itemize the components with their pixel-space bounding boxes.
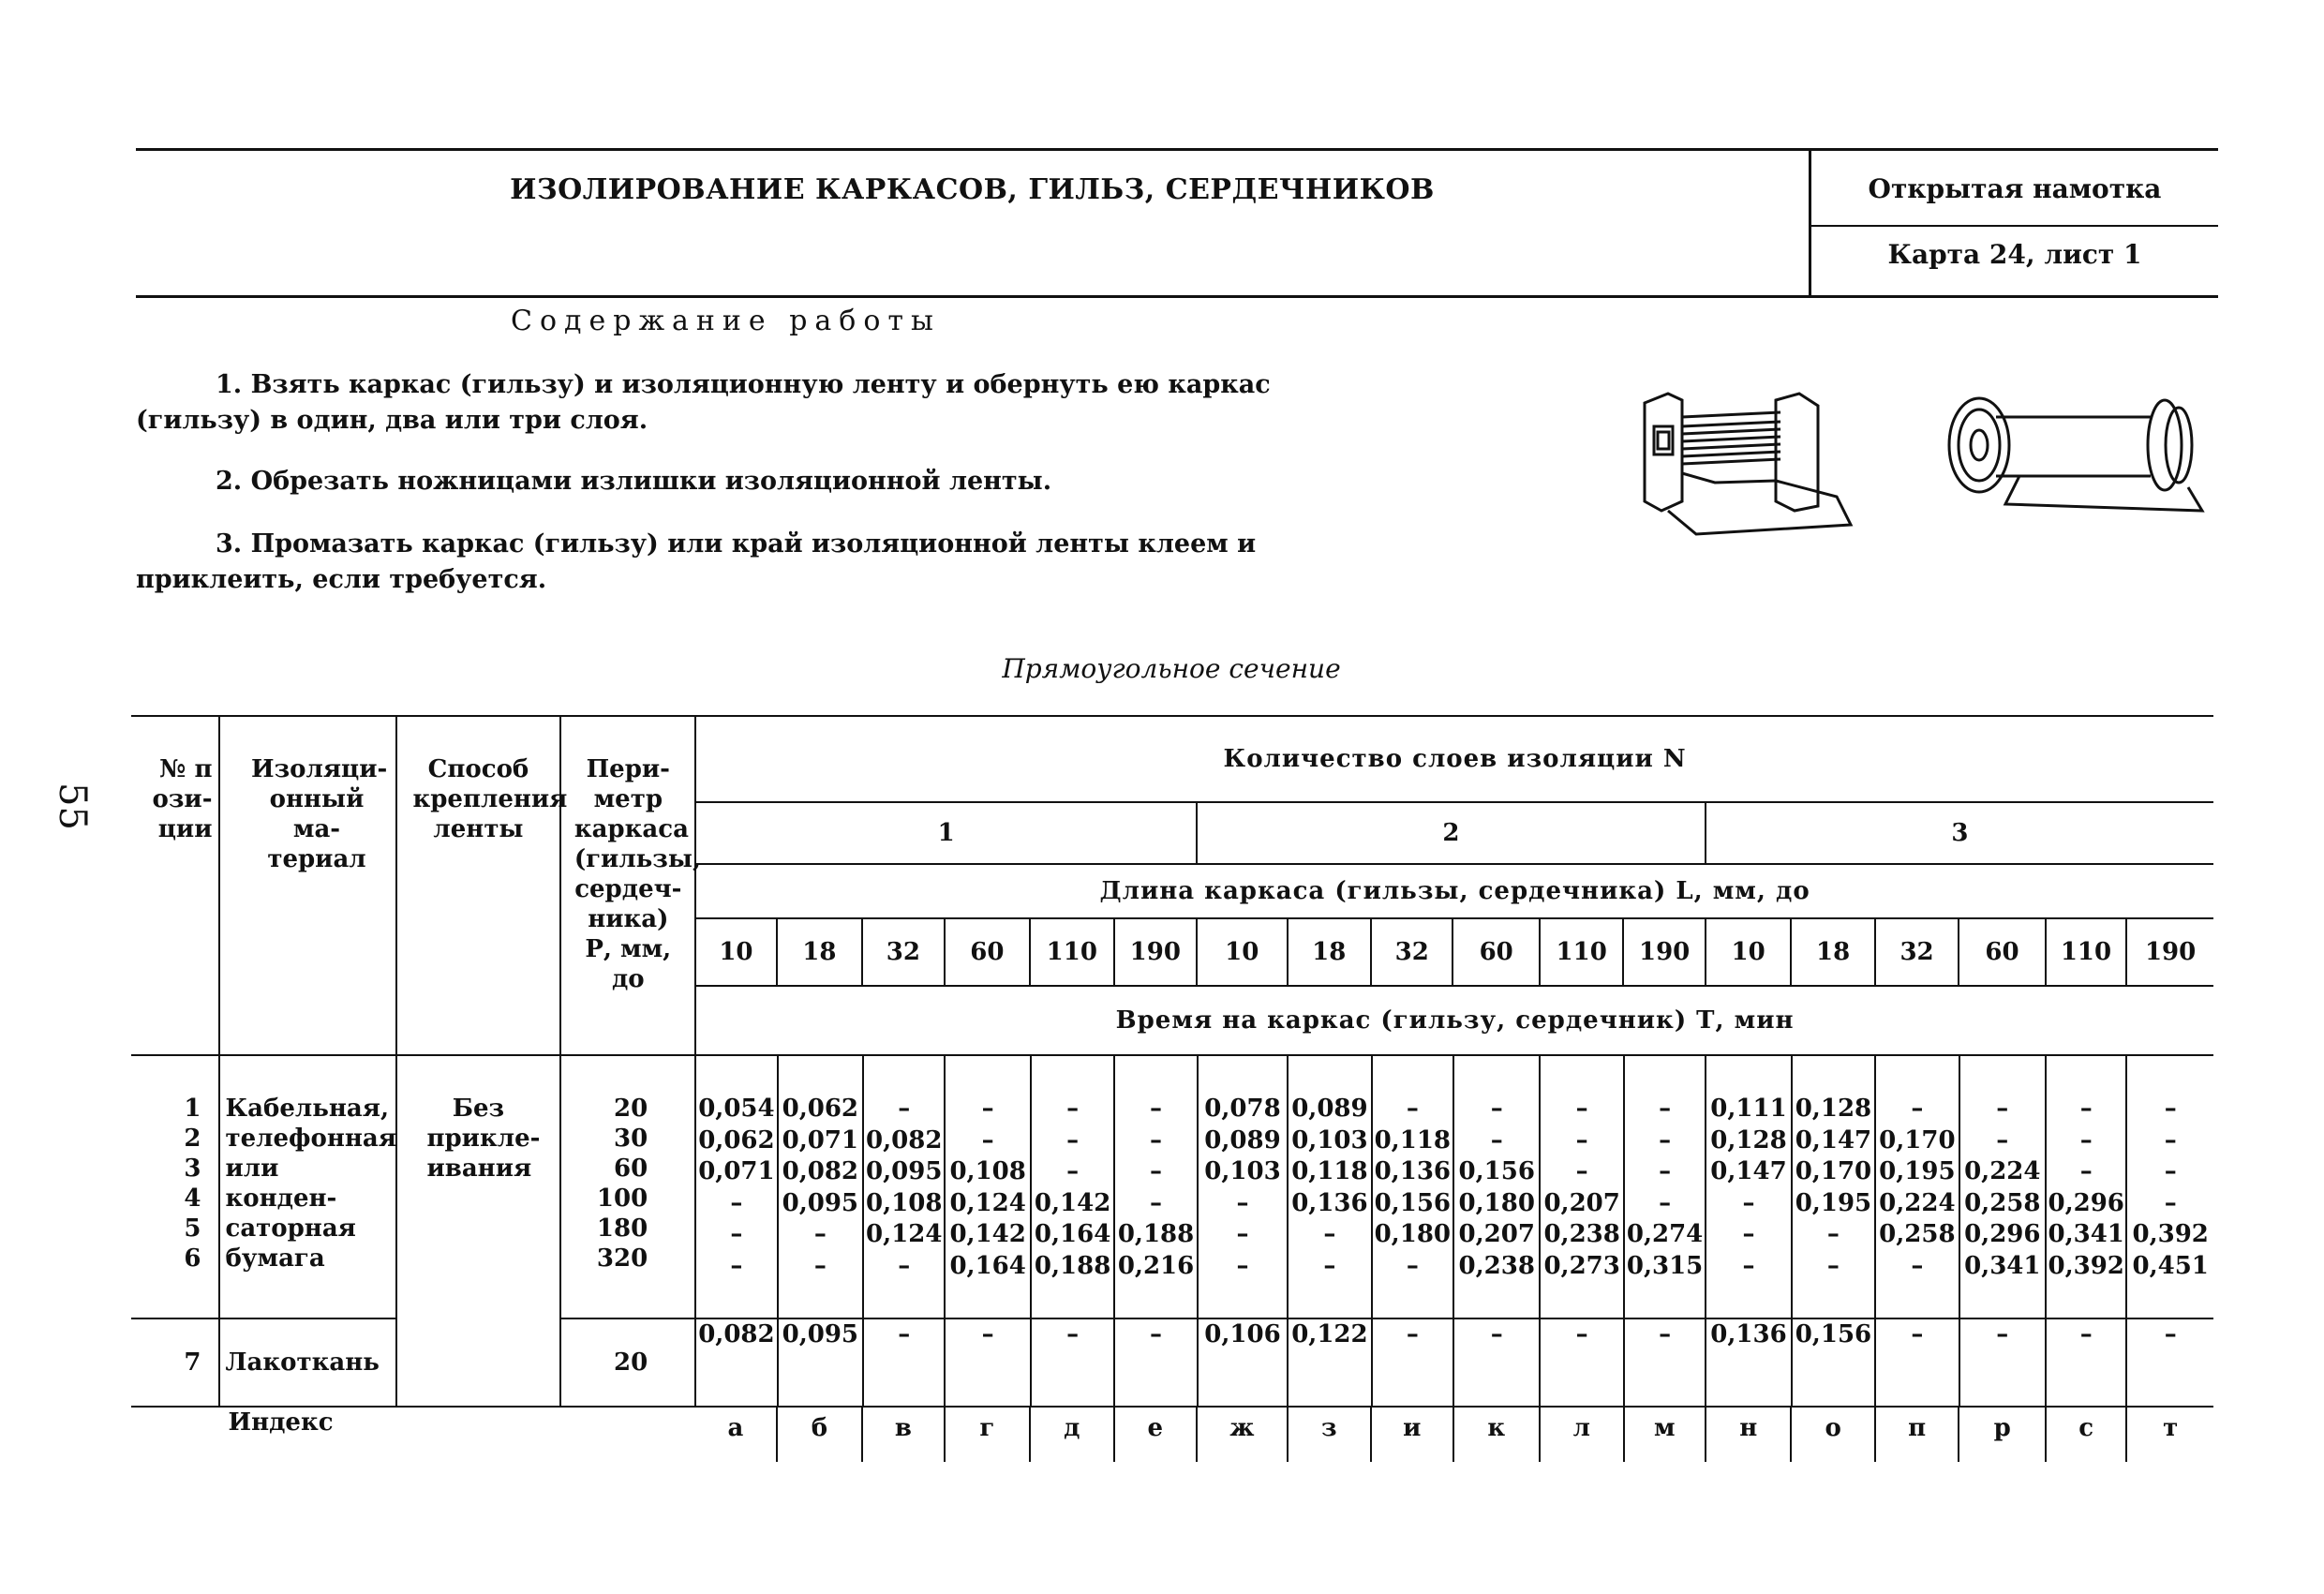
perimeters-cell [560,1055,695,1318]
spacer-cell [1372,1056,1453,1094]
time-value-cell: 0,156 [1372,1188,1453,1220]
time-value-cell: – [1540,1094,1623,1125]
spacer-cell [1198,1056,1288,1094]
spacer-cell [1540,1056,1623,1094]
time-value-cell: 0,095 [778,1188,863,1220]
time-value-cell: – [696,1219,777,1251]
time-value-cell: 0,124 [945,1188,1030,1220]
time-value-cell: 0,164 [1031,1219,1114,1251]
length-header: Длина каркаса (гильзы, сердечника) L, мм, до [695,864,2213,918]
time-value-cell: – [2164,1157,2177,1185]
spacer-cell [1706,1282,1791,1318]
spacer-cell [1031,1282,1114,1318]
paper-rows [696,1056,2213,1318]
time-value-cell: 0,216 [1114,1251,1197,1283]
spacer-cell [2126,1282,2213,1318]
spacer-cell [1624,1282,1706,1318]
time-value-cell: 0,108 [863,1188,945,1220]
position-number: 5 [184,1214,201,1243]
spacer-cell [863,1282,945,1318]
spacer-cell [1540,1282,1623,1318]
time-value-cell: 0,341 [2046,1219,2126,1251]
index-values [695,1407,2213,1463]
table-row [696,1094,2213,1125]
time-value-cell: 0,195 [1875,1156,1959,1188]
time-value-cell: 0,122 [1288,1319,1371,1406]
time-value-cell: т [2163,1414,2179,1442]
time-value-cell: – [1453,1125,1540,1157]
time-value-cell: – [945,1319,1030,1406]
time-value-cell: 0,142 [945,1219,1030,1251]
time-value-cell: л [1540,1408,1623,1462]
perimeter-value: 100 [596,1184,648,1213]
time-value-cell: – [1875,1251,1959,1283]
spacer-cell [1959,1056,2046,1094]
time-value-cell: – [1114,1319,1197,1406]
time-value-cell: 0,180 [1372,1219,1453,1251]
winding-type: Открытая намотка [1868,173,2162,204]
time-value-cell: и [1371,1408,1452,1462]
work-step-2-text: 2. Обрезать ножницами излишки изоляционной ленты. [216,467,1052,496]
time-value-cell: – [2046,1319,2126,1406]
index-grid [695,1408,2213,1462]
spacer-cell [2046,1282,2126,1318]
length-cell: 18 [777,918,862,986]
col-position-label: № пози-ции [152,755,213,843]
col-position-header [131,716,219,1055]
header-right-divider [1809,225,2218,227]
length-cell: 110 [1540,918,1623,986]
col-method-label: Способ крепления ленты [412,755,568,843]
spacer-cell [1792,1056,1875,1094]
length-cell: 190 [1114,918,1197,986]
time-value-cell: д [1030,1408,1113,1462]
length-cell: 32 [862,918,944,986]
time-value-cell: – [1706,1188,1791,1220]
position-number: 3 [184,1155,201,1183]
time-value-cell: 0,082 [778,1156,863,1188]
spacer-cell [1875,1056,1959,1094]
time-value-cell: – [2164,1125,2177,1155]
perimeter-value: 30 [614,1125,648,1153]
spacer-row [696,1282,2213,1318]
section-caption: Прямоугольное сечение [1002,653,1341,684]
spacer-cell [1288,1056,1371,1094]
time-value-cell: 0,164 [945,1251,1030,1283]
length-cell: 60 [1452,918,1539,986]
time-value-cell: – [1959,1094,2046,1125]
time-value-cell: – [1624,1188,1706,1220]
positions-cell [131,1055,219,1318]
length-cell: 110 [2046,918,2126,986]
time-value-cell: – [945,1125,1030,1157]
time-value-cell: – [1372,1251,1453,1283]
rectangular-frame-illustration [1635,389,1870,539]
time-value-cell: б [777,1408,862,1462]
time-value-cell: 0,142 [1031,1188,1114,1220]
work-step-3-text: 3. Промазать каркас (гильзу) или край изоляционной ленты клеем и приклеить, если требуется. [136,529,1257,594]
time-value-cell: 0,156 [1792,1319,1875,1406]
norm-table [131,715,2213,1463]
time-value-cell: – [696,1251,777,1283]
time-value-cell: 0,089 [1288,1094,1371,1125]
time-value-cell: 0,106 [1198,1319,1288,1406]
time-value-cell: 0,124 [863,1219,945,1251]
time-value-cell: 0,195 [1792,1188,1875,1220]
time-value-cell: 0,136 [1372,1156,1453,1188]
perimeter-value: 180 [596,1214,648,1243]
time-value-cell: – [1792,1219,1875,1251]
spacer-cell [1114,1056,1197,1094]
col-perimeter-header [560,716,702,1055]
length-cell: 190 [1623,918,1705,986]
time-value-cell: – [778,1219,863,1251]
time-value-cell: – [1540,1156,1623,1188]
spacer-cell [1453,1282,1540,1318]
spacer-cell [778,1056,863,1094]
time-value-cell: 0,207 [1540,1188,1623,1220]
time-value-cell: 0,071 [696,1156,777,1188]
time-value-cell: – [1540,1319,1623,1406]
col-perimeter-label: Пери-метр каркаса (гильзы, сердеч-ника) Р, мм, до [574,755,702,993]
col-material-label: Изоляци-онный ма-териал [251,755,388,873]
perimeter-value: 60 [614,1155,648,1183]
time-value-cell: 0,224 [1959,1156,2046,1188]
lacquered-cloth-row [131,1318,2213,1407]
time-value-cell: 0,128 [1792,1094,1875,1125]
time-value-cell: – [1198,1251,1288,1283]
time-value-cell: п [1875,1408,1959,1462]
time-value-cell: 0,118 [1372,1125,1453,1157]
time-value-cell: р [1959,1408,2046,1462]
time-value-cell: 0,054 [696,1094,777,1125]
spacer-cell [696,1056,777,1094]
length-cell: 18 [1791,918,1874,986]
time-values-block [695,1055,2213,1318]
time-value-cell: – [1031,1125,1114,1157]
time-value-cell: 0,315 [1624,1251,1706,1283]
row7-perimeter: 20 [560,1318,695,1407]
round-sleeve-illustration [1940,394,2212,534]
time-value-cell: – [2164,1320,2177,1348]
time-value-cell: ж [1197,1408,1288,1462]
time-value-cell: – [1624,1125,1706,1157]
layer-3: 3 [1706,802,2213,864]
time-value-cell: 0,095 [863,1156,945,1188]
time-value-cell: – [1031,1319,1114,1406]
layer-1: 1 [695,802,1197,864]
time-value-cell: – [1198,1188,1288,1220]
time-value-cell: – [1540,1125,1623,1157]
time-value-cell: – [1624,1156,1706,1188]
spacer-cell [1453,1056,1540,1094]
time-value-cell: – [1198,1219,1288,1251]
time-value-cell: – [1959,1125,2046,1157]
time-value-cell: – [1114,1094,1197,1125]
spacer-cell [1875,1282,1959,1318]
time-value-cell: – [1372,1319,1453,1406]
time-value-cell: к [1453,1408,1541,1462]
time-value-cell: 0,392 [2132,1220,2209,1248]
time-values-grid [696,1056,2213,1318]
time-value-cell: – [1372,1094,1453,1125]
index-cells-row [695,1408,2213,1462]
time-value-cell: 0,296 [2046,1188,2126,1220]
work-step-2 [136,464,1317,499]
time-value-cell: – [1288,1219,1371,1251]
time-value-cell: 0,108 [945,1156,1030,1188]
position-number: 1 [184,1095,201,1123]
time-value-cell: – [863,1319,945,1406]
table-row [696,1219,2213,1251]
index-row [131,1407,2213,1463]
time-value-cell: е [1114,1408,1197,1462]
time-value-cell: – [863,1094,945,1125]
time-value-cell: 0,156 [1453,1156,1540,1188]
spacer-cell [1031,1056,1114,1094]
index-label: Индекс [219,1407,696,1463]
time-value-cell: 0,078 [1198,1094,1288,1125]
content-heading: Содержание работы [511,305,941,337]
time-value-cell: 0,341 [1959,1251,2046,1283]
length-cell: 190 [2126,918,2213,986]
time-value-cell: – [1624,1094,1706,1125]
header-vertical-rule [1809,148,1811,298]
spacer-cell [1372,1282,1453,1318]
time-value-cell: – [2046,1125,2126,1157]
layer-2: 2 [1197,802,1706,864]
time-value-cell: г [945,1408,1030,1462]
spacer-row [696,1056,2213,1094]
table-row [696,1156,2213,1188]
material-paper-text: Кабельная, телефонная или конден-саторная бумага [225,1095,396,1273]
row7-material: Лакоткань [219,1318,396,1407]
time-value-cell: – [1114,1188,1197,1220]
time-value-cell: 0,451 [2132,1251,2209,1280]
time-value-cell: 0,089 [1198,1125,1288,1157]
time-value-cell: с [2046,1408,2126,1462]
time-value-cell: 0,136 [1288,1188,1371,1220]
spacer-cell [1114,1282,1197,1318]
time-value-cell: 0,071 [778,1125,863,1157]
position-number: 4 [184,1184,201,1213]
row7-position: 7 [131,1318,219,1407]
row7-method-empty [396,1318,561,1407]
time-value-cell: 0,238 [1540,1219,1623,1251]
time-value-cell: 0,136 [1706,1319,1791,1406]
time-value-cell: – [696,1188,777,1220]
header-top-rule [136,148,2218,151]
time-value-cell: – [2164,1095,2177,1123]
card-number: Карта 24, лист 1 [1887,239,2142,270]
time-value-cell: в [862,1408,944,1462]
time-value-cell: – [1114,1156,1197,1188]
spacer-cell [1706,1056,1791,1094]
col-material-header [219,716,396,1055]
perimeter-value: 20 [614,1095,648,1123]
row7-body [696,1319,2213,1406]
spacer-cell [1792,1282,1875,1318]
time-value-cell: з [1288,1408,1371,1462]
time-value-cell: – [1875,1094,1959,1125]
work-step-1 [136,367,1317,439]
row7-values [695,1318,2213,1407]
time-value-cell: – [1875,1319,1959,1406]
col-method-header [396,716,568,1055]
time-value-cell: – [2046,1156,2126,1188]
length-cell: 10 [695,918,776,986]
table-row [696,1125,2213,1157]
method-text: Без прикле-ивания [426,1095,541,1183]
table-row [696,1251,2213,1283]
length-cell: 110 [1030,918,1113,986]
work-step-1-text: 1. Взять каркас (гильзу) и изоляционную ленту и обернуть ею каркас (гильзу) в один, два или три слоя. [136,370,1271,435]
time-value-cell: 0,224 [1875,1188,1959,1220]
time-value-cell: 0,274 [1624,1219,1706,1251]
time-value-cell: а [695,1408,776,1462]
spacer-cell [2126,1056,2213,1094]
time-value-cell: – [1959,1319,2046,1406]
time-value-cell: о [1791,1408,1874,1462]
time-value-cell: 0,296 [1959,1219,2046,1251]
time-value-cell: н [1706,1408,1791,1462]
row7-grid [696,1319,2213,1406]
table-row [696,1319,2213,1406]
time-value-cell: – [1031,1094,1114,1125]
time-value-cell: – [1288,1251,1371,1283]
time-header: Время на каркас (гильзу, сердечник) Т, мин [695,986,2213,1055]
time-value-cell: – [2164,1188,2177,1217]
perimeter-value: 320 [596,1244,648,1273]
spacer-cell [1959,1282,2046,1318]
method-cell [396,1055,561,1318]
spacer-cell [778,1282,863,1318]
layers-header: Количество слоев изоляции N [695,716,2213,802]
time-value-cell: – [863,1251,945,1283]
time-value-cell: 0,170 [1792,1156,1875,1188]
length-cell: 32 [1371,918,1452,986]
spacer-cell [945,1282,1030,1318]
time-value-cell: м [1624,1408,1706,1462]
time-value-cell: 0,207 [1453,1219,1540,1251]
spacer-cell [945,1056,1030,1094]
time-value-cell: 0,147 [1792,1125,1875,1157]
work-step-3 [136,527,1317,598]
spacer-cell [1624,1056,1706,1094]
document-title: ИЗОЛИРОВАНИЕ КАРКАСОВ, ГИЛЬЗ, СЕРДЕЧНИКОВ [510,173,1435,206]
time-value-cell: 0,103 [1288,1125,1371,1157]
spacer-cell [1288,1282,1371,1318]
time-value-cell: 0,392 [2046,1251,2126,1283]
index-body [695,1408,2213,1462]
time-value-cell: 0,258 [1875,1219,1959,1251]
time-value-cell: – [1706,1219,1791,1251]
time-value-cell: 0,062 [778,1094,863,1125]
position-number: 2 [184,1125,201,1153]
time-value-cell: 0,095 [778,1319,863,1406]
length-cell: 18 [1288,918,1371,986]
page-number: 55 [51,782,94,830]
time-value-cell: – [778,1251,863,1283]
time-value-cell: 0,118 [1288,1156,1371,1188]
position-number: 6 [184,1244,201,1273]
spacer-cell [696,1282,777,1318]
time-value-cell: – [2046,1094,2126,1125]
time-value-cell: – [1792,1251,1875,1283]
time-value-cell: 0,111 [1706,1094,1791,1125]
material-paper [219,1055,396,1318]
time-value-cell: 0,147 [1706,1156,1791,1188]
time-value-cell: – [1031,1156,1114,1188]
time-value-cell: – [1114,1125,1197,1157]
time-value-cell: 0,258 [1959,1188,2046,1220]
time-value-cell: – [945,1094,1030,1125]
index-empty-cell [131,1407,219,1463]
table-row [696,1188,2213,1220]
paper-data-block [131,1055,2213,1318]
time-value-cell: 0,170 [1875,1125,1959,1157]
length-cell: 32 [1875,918,1959,986]
time-value-cell: – [1453,1094,1540,1125]
time-value-cell: – [1706,1251,1791,1283]
time-value-cell: 0,180 [1453,1188,1540,1220]
time-value-cell: – [1624,1319,1706,1406]
time-value-cell: 0,238 [1453,1251,1540,1283]
time-value-cell: – [1453,1319,1540,1406]
length-cell: 60 [1959,918,2045,986]
time-value-cell: 0,062 [696,1125,777,1157]
time-value-cell: 0,188 [1031,1251,1114,1283]
length-cell: 10 [1706,918,1791,986]
spacer-cell [2046,1056,2126,1094]
length-cell: 60 [945,918,1030,986]
time-value-cell: 0,103 [1198,1156,1288,1188]
spacer-cell [1198,1282,1288,1318]
length-cell: 10 [1197,918,1288,986]
time-value-cell: 0,188 [1114,1219,1197,1251]
header-row-layers [131,716,2213,802]
time-value-cell: 0,082 [863,1125,945,1157]
time-value-cell: 0,082 [696,1319,777,1406]
time-value-cell: 0,273 [1540,1251,1623,1283]
header-bottom-rule [136,295,2218,298]
spacer-cell [863,1056,945,1094]
time-value-cell: 0,128 [1706,1125,1791,1157]
